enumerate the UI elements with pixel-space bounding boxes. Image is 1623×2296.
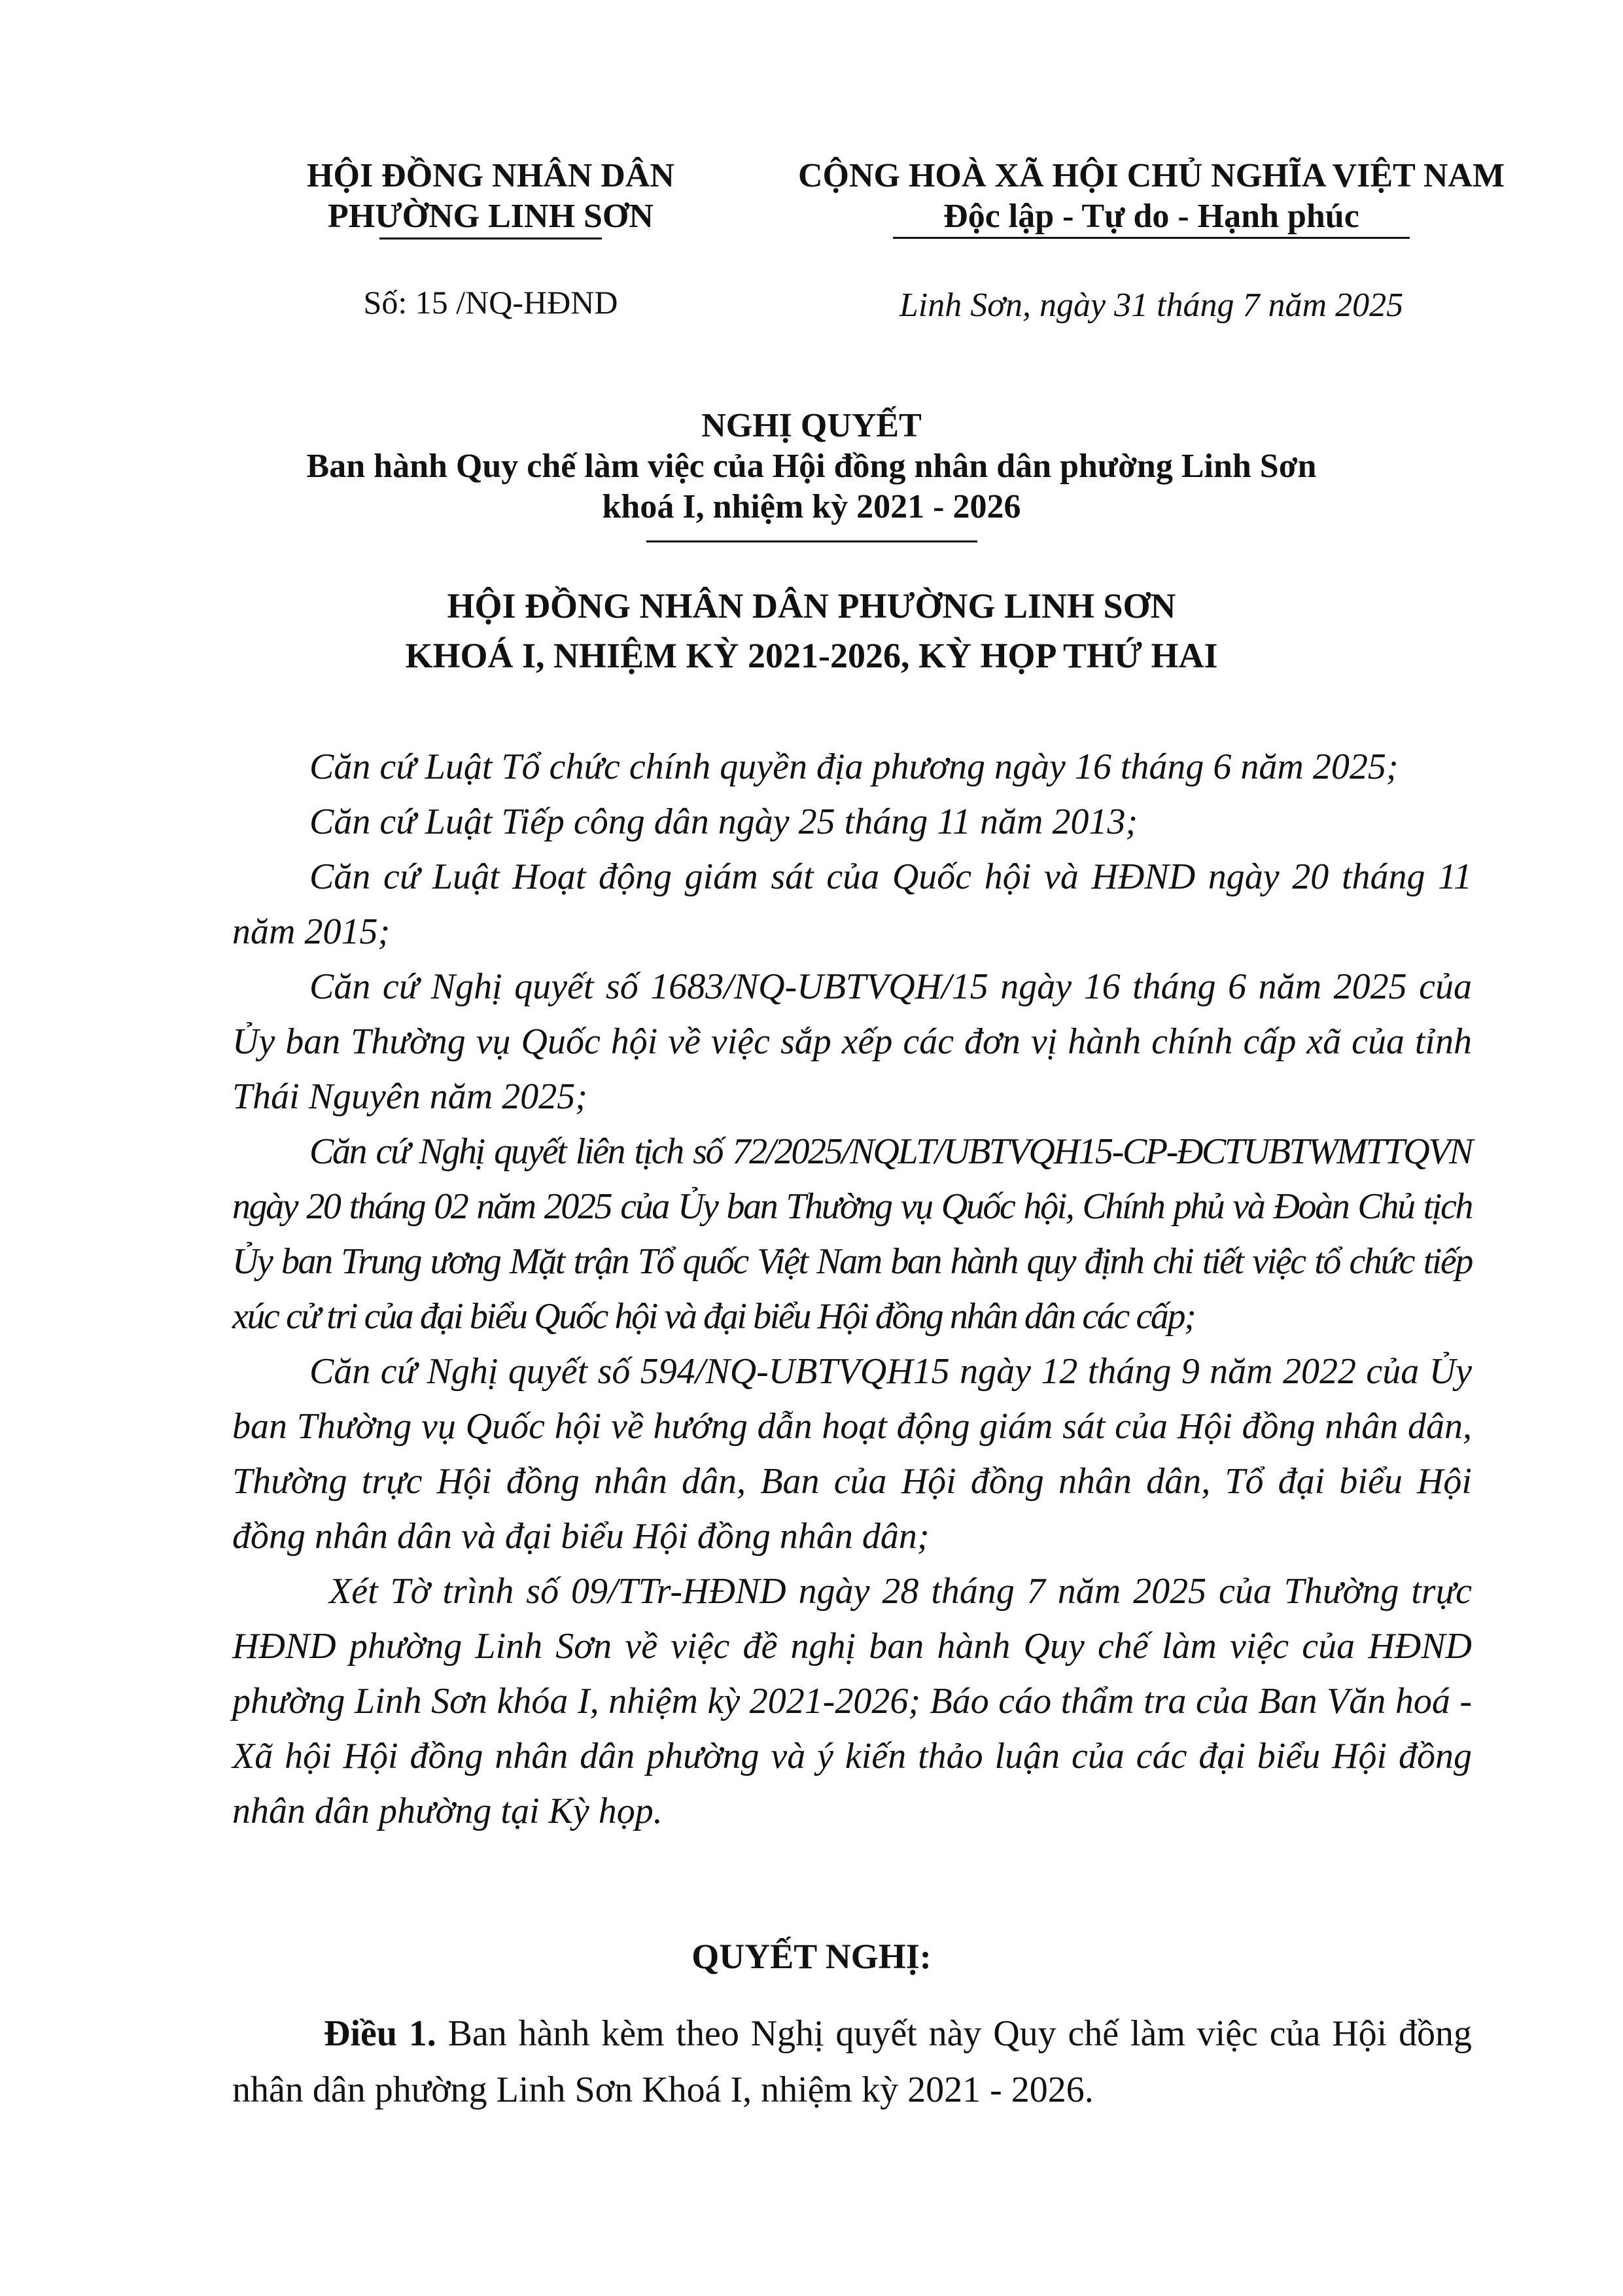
title-underline [646,540,977,542]
authority-line2: PHƯỜNG LINH SƠN [328,198,654,235]
authority-underline [379,238,602,239]
place-date: Linh Sơn, ngày 31 tháng 7 năm 2025 [899,287,1404,324]
preamble-item: Căn cứ Nghị quyết số 1683/NQ-UBTVQH/15 ngày 16 tháng 6 năm 2025 của Ủy ban Thường vụ Quốc hội về việc sắp xếp các đơn vị hành chính cấp xã của tỉnh Thái Nguyên năm 2025; [232,966,1472,1117]
national-title: CỘNG HOÀ XÃ HỘI CHỦ NGHĨA VIỆT NAM [797,157,1505,194]
preamble [232,739,1472,1839]
preamble-item: Căn cứ Luật Tiếp công dân ngày 25 tháng 11 năm 2013; [309,802,1138,842]
council-line1: HỘI ĐỒNG NHÂN DÂN PHƯỜNG LINH SƠN [447,586,1176,626]
national-heading [739,156,1563,237]
council-line2: KHOÁ I, NHIỆM KỲ 2021-2026, KỲ HỌP THỨ HAI [405,636,1218,675]
national-motto: Độc lập - Tự do - Hạnh phúc [943,198,1359,235]
preamble-item: Xét Tờ trình số 09/TTr-HĐND ngày 28 tháng 7 năm 2025 của Thường trực HĐND phường Linh Sơn về việc đề nghị ban hành Quy chế làm việc của HĐND phường Linh Sơn khóa I, nhiệm kỳ 2021-2026; Báo cáo thẩm tra của Ban Văn hoá - Xã hội Hội đồng nhân dân phường và ý kiến thảo luận của các đại biểu Hội đồng nhân dân phường tại Kỳ họp. [232,1571,1472,1831]
article-1 [232,2005,1472,2118]
decision-heading: QUYẾT NGHỊ: [691,1937,932,1976]
issuing-authority [236,156,746,237]
resolution-title [131,406,1492,527]
preamble-item: Căn cứ Nghị quyết liên tịch số 72/2025/NQLT/UBTVQH15-CP-ĐCTUBTWMTTQVN ngày 20 tháng 02 năm 2025 của Ủy ban Thường vụ Quốc hội, Chính phủ và Đoàn Chủ tịch Ủy ban Trung ương Mặt trận Tổ quốc Việt Nam ban hành quy định chi tiết việc tổ chức tiếp xúc cử tri của đại biểu Quốc hội và đại biểu Hội đồng nhân dân các cấp; [232,1131,1472,1337]
title-main: NGHỊ QUYẾT [701,407,922,444]
article-1-paragraph [232,2005,1472,2118]
motto-underline [893,237,1410,239]
article-label: Điều 1. [324,2013,436,2054]
title-term: khoá I, nhiệm kỳ 2021 - 2026 [602,488,1021,525]
authority-line1: HỘI ĐỒNG NHÂN DÂN [307,157,674,194]
title-subject: Ban hành Quy chế làm việc của Hội đồng nhân dân phường Linh Sơn [306,448,1317,485]
preamble-item: Căn cứ Luật Hoạt động giám sát của Quốc hội và HĐND ngày 20 tháng 11 năm 2015; [232,857,1472,952]
article-text: Ban hành kèm theo Nghị quyết này Quy chế làm việc của Hội đồng nhân dân phường Linh Sơn Khoá I, nhiệm kỳ 2021 - 2026. [232,2013,1473,2110]
document-number: Số: 15 /NQ-HĐND [363,284,618,321]
preamble-item: Căn cứ Nghị quyết số 594/NQ-UBTVQH15 ngày 12 tháng 9 năm 2022 của Ủy ban Thường vụ Quốc hội về hướng dẫn hoạt động giám sát của Hội đồng nhân dân, Thường trực Hội đồng nhân dân, Ban của Hội đồng nhân dân, Tổ đại biểu Hội đồng nhân dân và đại biểu Hội đồng nhân dân; [232,1351,1472,1557]
preamble-item: Căn cứ Luật Tổ chức chính quyền địa phương ngày 16 tháng 6 năm 2025; [309,747,1399,787]
council-heading [131,581,1492,680]
